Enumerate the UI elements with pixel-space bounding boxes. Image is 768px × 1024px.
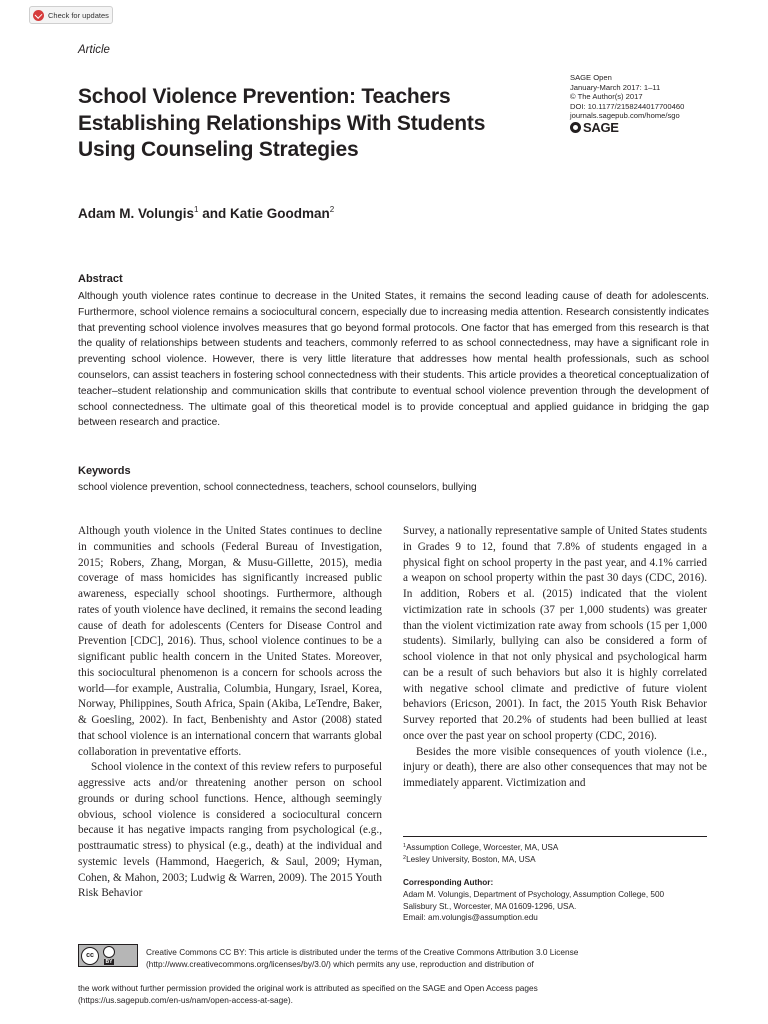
by-label: BY	[105, 959, 113, 965]
license-line[interactable]: (http://www.creativecommons.org/licenses/by/3.0/) which permits any use, reproduction and distribution of	[146, 959, 534, 970]
check-for-updates-button[interactable]	[29, 6, 113, 24]
body-paragraph: Besides the more visible consequences of youth violence (i.e., injury or death), there are also other consequences that may not be immediately apparent. Victimization and	[403, 745, 707, 789]
journal-name: SAGE Open	[570, 73, 612, 82]
corresponding-address: Salisbury St., Worcester, MA 01609-1296, USA.	[403, 901, 577, 911]
corresponding-author-label: Corresponding Author:	[403, 878, 494, 887]
sage-logo-text: SAGE	[583, 119, 619, 135]
affiliation-text: Assumption College, Worcester, MA, USA	[406, 843, 559, 852]
attribution-icon	[103, 946, 115, 965]
abstract-heading: Abstract	[78, 273, 123, 285]
body-paragraph: Survey, a nationally representative sample of United States students in Grades 9 to 12, found that 7.8% of students engaged in a physical fight on school property in the past year, and 4.1% carried a weapon on school property within the past 30 days (CDC, 2016). In addition, Robers et al. (2015) indicated that the violent victimization rate in schools (37 per 1,000 students) was greater than the violent victimization rate away from schools (15 per 1,000 students). Similarly, bullying can also be considered a form of school violence in that not only physical and psychological harm can be a result of such behaviors but also it is highly correlated with negative school climate and predictive of future violent behaviors (Ericson, 2001). In fact, the 2015 Youth Risk Behavior Survey reported that 20.2% of students had been bullied at least once over the past year on school property (CDC, 2016).	[403, 525, 707, 742]
author-name: Adam M. Volungis	[78, 206, 195, 221]
journal-copyright: © The Author(s) 2017	[570, 92, 643, 102]
affiliation-marker: 2	[329, 205, 335, 214]
affiliation-marker: 1	[194, 205, 199, 214]
article-type-label: Article	[78, 44, 110, 56]
affiliation-marker: 1	[403, 843, 407, 849]
corresponding-email[interactable]: Email: am.volungis@assumption.edu	[403, 913, 538, 923]
sage-logo	[570, 119, 750, 135]
author-joiner: and	[198, 206, 230, 221]
license-text	[146, 946, 706, 970]
license-line: Creative Commons CC BY: This article is distributed under the terms of the Creative Commons Attribution 3.0 License	[146, 947, 579, 957]
keywords-text: school violence prevention, school connectedness, teachers, school counselors, bullying	[78, 482, 477, 493]
body-paragraph: School violence in the context of this review refers to purposeful aggressive acts and/or threatening another person on school grounds or during school functions. Hence, although seemingly obvious, school violence is considered a sociocultural concern because it has negative impacts ranging from psychological (e.g., posttraumatic stress) to physical (e.g., death) at the individual and systemic levels (Hammond, Haegerich, & Saul, 2009; Hyman, Cohen, & Mahon, 2003; Ludwig & Warren, 2009). The 2015 Youth Risk Behavior	[78, 761, 382, 900]
author-name: Katie Goodman	[229, 206, 330, 221]
affiliation-item	[403, 854, 723, 866]
corresponding-author	[403, 877, 723, 924]
sage-logo-icon	[570, 122, 581, 133]
keywords-heading: Keywords	[78, 465, 131, 477]
footnote-divider	[403, 836, 707, 837]
journal-issue: January-March 2017: 1–11	[570, 82, 661, 92]
author-list	[78, 206, 334, 221]
creative-commons-icon: cc	[81, 947, 99, 965]
affiliation-item	[403, 842, 723, 854]
journal-url[interactable]: journals.sagepub.com/home/sgo	[570, 111, 680, 121]
corresponding-address: Adam M. Volungis, Department of Psychology, Assumption College, 500	[403, 889, 665, 899]
license-text-continued	[78, 982, 706, 1006]
abstract-text: Although youth violence rates continue to decrease in the United States, it remains the second leading cause of death for adolescents. Furthermore, school violence remains a sociocultural concern, especially due to increasing media attention. Research consistently indicates that preventing school violence involves measures that go beyond formal protocols. One factor that has emerged from this research is that the quality of relationships between students and teachers, commonly referred to as school connectedness, may have a significant role in preventing school violence. However, there is very little literature that addresses how mental health professionals, such as school counselors, can assist teachers in fostering school connectedness with their students. This article provides a theoretical conceptualization of teacher–student relationship and communication skills that contribute to eventual school violence prevention through the development of school connectedness. The ultimate goal of this theoretical model is to provide conceptual and applied guidance in bridging the gap between research and practice.	[78, 291, 709, 429]
person-icon	[103, 946, 115, 958]
body-column-left	[78, 524, 382, 902]
body-column-right	[403, 524, 707, 792]
license-line[interactable]: (https://us.sagepub.com/en-us/nam/open-access-at-sage).	[78, 995, 293, 1006]
journal-info	[570, 73, 750, 133]
check-updates-icon	[33, 10, 44, 21]
affiliation-text: Lesley University, Boston, MA, USA	[406, 855, 536, 864]
article-title: School Violence Prevention: Teachers Establishing Relationships With Students Using Counseling Strategies	[78, 85, 486, 161]
license-line: the work without further permission provided the original work is attributed as specified on the SAGE and Open Access pages	[78, 983, 538, 993]
check-updates-label: Check for updates	[48, 10, 109, 20]
cc-by-license-badge[interactable]	[78, 944, 138, 967]
body-paragraph: Although youth violence in the United States continues to decline in communities and schools (Federal Bureau of Investigation, 2015; Robers, Zhang, Morgan, & Musu-Gillette, 2015), media coverage of mass homicides has significantly increased public awareness, especially school shootings. Furthermore, although rates of youth violence have declined, it remains the second leading cause of death for adolescents (Centers for Disease Control and Prevention [CDC], 2016). Thus, school violence continues to be a significant public health concern in the United States. Moreover, this sociocultural phenomenon is a concern for schools across the world—for example, Australia, Columbia, Hungary, Israel, Korea, Norway, Philippines, South Africa, Spain (Akiba, LeTendre, Baker, & Goesling, 2002). In fact, Benbenishty and Astor (2008) stated that school violence is an international concern that warrants global collaboration in preventative efforts.	[78, 525, 382, 758]
affiliations	[403, 842, 723, 866]
affiliation-marker: 2	[403, 855, 407, 861]
journal-doi[interactable]: DOI: 10.1177/2158244017700460	[570, 101, 685, 111]
